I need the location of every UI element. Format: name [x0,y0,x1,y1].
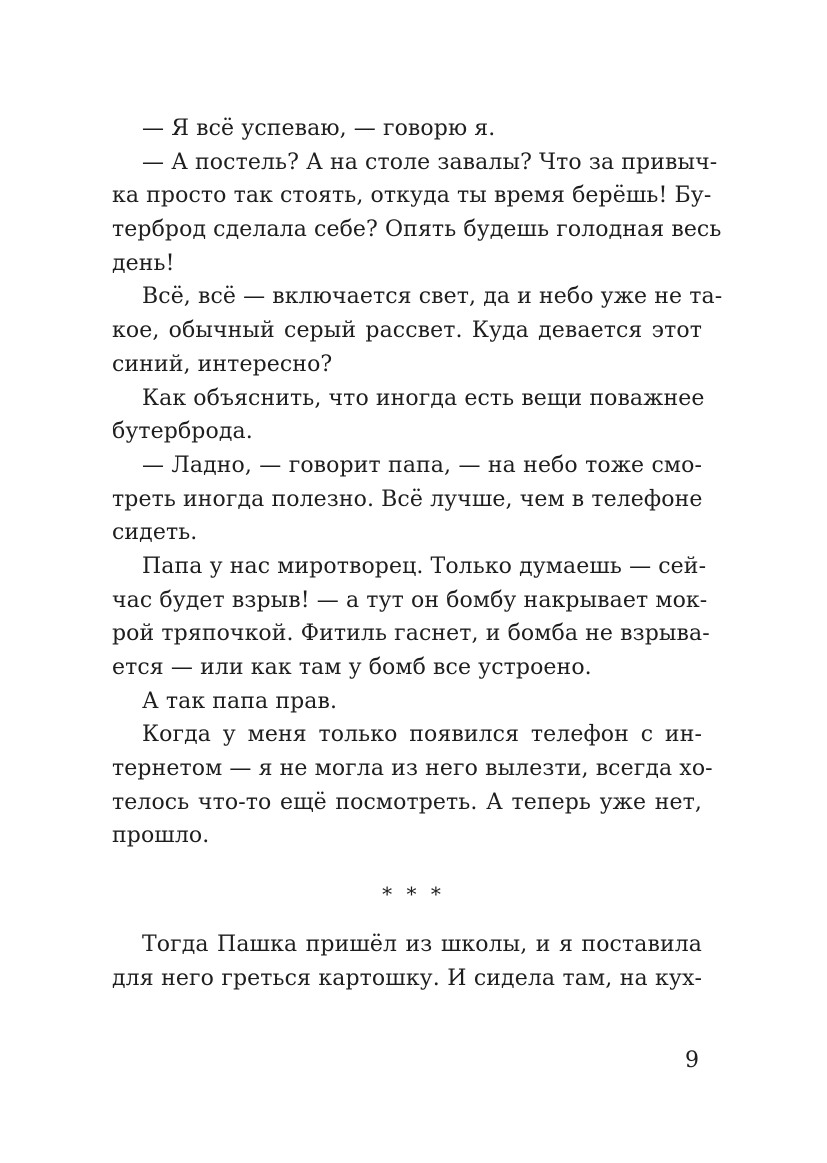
text-line: кое, обычный серый рассвет. Куда девается этот [112,318,702,344]
text-line: Всё, всё — включается свет, да и небо уже не та- [142,284,723,310]
section-separator: * * * [382,882,445,906]
text-line: тернетом — я не могла из него вылезти, всегда хо- [112,756,713,782]
text-line: бутерброда. [112,419,253,445]
text-line: треть иногда полезно. Всё лучше, чем в телефоне [112,486,703,512]
text-line: Тогда Пашка пришёл из школы, и я поставила [142,932,702,957]
main-text-block [112,112,723,853]
text-line: ка просто так стоять, откуда ты время берёшь! Бу- [112,183,712,209]
text-line: для него греться картошку. И сидела там, на кух- [112,965,702,991]
text-line: Папа у нас миротворец. Только думаешь — сей- [142,553,707,579]
text-line: — Я всё успеваю, — говорю я. [142,116,496,141]
text-line: ется — или как там у бомб все устроено. [112,655,592,680]
text-line: Когда у меня только появился телефон с ин- [142,722,702,748]
text-line: — Ладно, — говорит папа, — на небо тоже смо- [142,452,702,478]
page-number: 9 [685,1048,699,1073]
text-line: А так папа прав. [142,688,338,714]
text-line: рой тряпочкой. Фитиль гаснет, и бомба не взрыва- [112,621,710,647]
text-line: — А постель? А на столе завалы? Что за привыч- [142,149,718,175]
text-line: сидеть. [112,520,198,546]
text-line: Как объяснить, что иногда есть вещи поважнее [142,385,705,411]
text-line: синий, интересно? [112,351,333,377]
second-text-block [112,928,702,995]
text-line: час будет взрыв! — а тут он бомбу накрывает мок- [112,587,708,613]
text-line: телось что-то ещё посмотреть. А теперь уже нет, [112,789,702,815]
text-line: день! [112,250,175,276]
text-line: терброд сделала себе? Опять будешь голодная весь [112,217,722,243]
text-line: прошло. [112,823,210,849]
